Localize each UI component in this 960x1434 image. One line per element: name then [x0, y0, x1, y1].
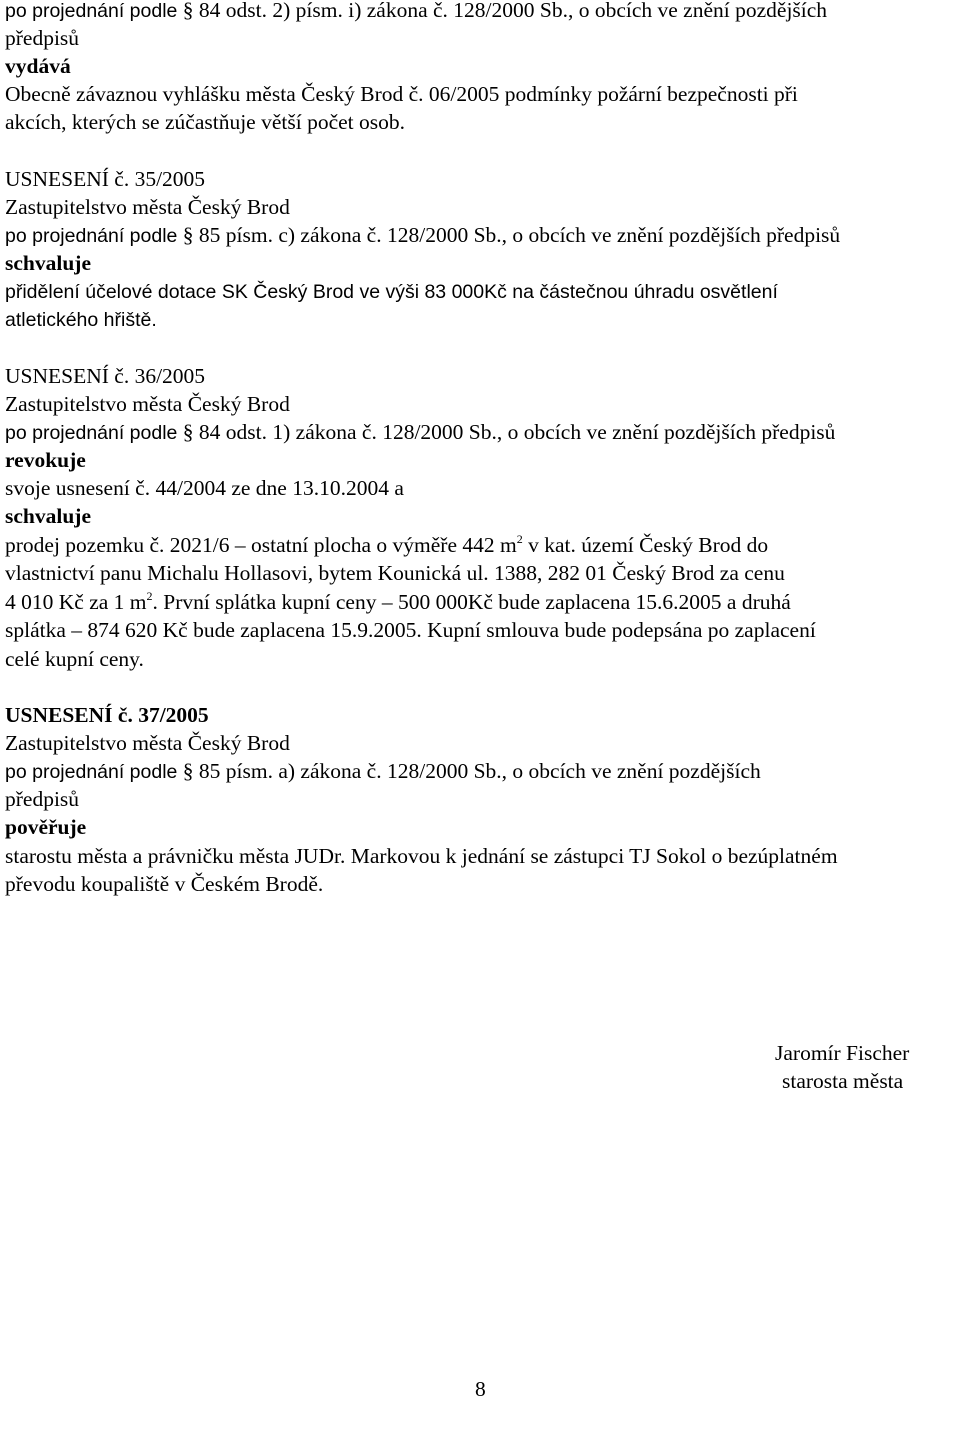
signature-name: Jaromír Fischer — [775, 1041, 910, 1065]
text-segment: po projednání podle — [5, 761, 178, 783]
text-segment: 84 odst. 1) zákona č. 128/2000 Sb., o obcích ve znění pozdějších předpisů — [193, 420, 836, 444]
text-line: Zastupitelstvo města Český Brod — [5, 195, 290, 219]
decision-verb: schvaluje — [5, 504, 91, 528]
text-segment: prodej pozemku č. 2021/6 – ostatní plocha o výměře 442 m — [5, 533, 517, 557]
text-segment: 85 písm. a) zákona č. 128/2000 Sb., o obcích ve znění pozdějších — [193, 759, 761, 783]
text-line: vlastnictví panu Michalu Hollasovi, bytem Kounická ul. 1388, 282 01 Český Brod za cenu — [5, 561, 785, 585]
text-line: starostu města a právničku města JUDr. Markovou k jednání se zástupci TJ Sokol o bezúplatném — [5, 844, 838, 868]
text-line: přidělení účelové dotace SK Český Brod ve výši 83 000Kč na částečnou úhradu osvětlení — [5, 281, 778, 303]
text-line — [5, 531, 768, 559]
decision-verb: vydává — [5, 54, 71, 78]
resolution-heading: USNESENÍ č. 37/2005 — [5, 703, 209, 727]
text-line — [5, 588, 791, 616]
text-line: předpisů — [5, 26, 80, 50]
text-segment: po projednání podle — [5, 422, 178, 444]
text-line — [5, 221, 840, 250]
text-segment: 84 odst. 2) písm. i) zákona č. 128/2000 Sb., o obcích ve znění pozdějších — [193, 0, 828, 22]
text-line: svoje usnesení č. 44/2004 ze dne 13.10.2004 a — [5, 476, 404, 500]
signature-title: starosta města — [782, 1069, 904, 1093]
text-line: Zastupitelstvo města Český Brod — [5, 392, 290, 416]
text-segment: po projednání podle — [5, 0, 178, 22]
text-line — [5, 418, 835, 447]
text-line: převodu koupaliště v Českém Brodě. — [5, 872, 324, 896]
superscript: 2 — [146, 589, 153, 603]
text-line: splátka – 874 620 Kč bude zaplacena 15.9.2005. Kupní smlouva bude podepsána po zaplacení — [5, 618, 816, 642]
resolution-heading: USNESENÍ č. 35/2005 — [5, 167, 206, 191]
section-sign: § — [182, 0, 194, 22]
text-segment: . První splátka kupní ceny – 500 000Kč bude zaplacena 15.6.2005 a druhá — [152, 590, 791, 614]
text-segment: 85 písm. c) zákona č. 128/2000 Sb., o obcích ve znění pozdějších předpisů — [193, 223, 841, 247]
text-line: akcích, kterých se zúčastňuje větší počet osob. — [5, 110, 405, 134]
text-line: Zastupitelstvo města Český Brod — [5, 731, 290, 755]
superscript: 2 — [516, 532, 523, 546]
text-line — [5, 757, 761, 786]
text-line: předpisů — [5, 787, 80, 811]
section-sign: § — [182, 759, 194, 783]
text-line: celé kupní ceny. — [5, 647, 144, 671]
text-line — [5, 0, 827, 25]
decision-verb: revokuje — [5, 448, 86, 472]
text-segment: 4 010 Kč za 1 m — [5, 590, 147, 614]
section-sign: § — [182, 223, 194, 247]
text-line: Obecně závaznou vyhlášku města Český Brod č. 06/2005 podmínky požární bezpečnosti při — [5, 82, 798, 106]
resolution-heading: USNESENÍ č. 36/2005 — [5, 364, 206, 388]
text-segment: v kat. území Český Brod do — [522, 533, 769, 557]
text-line: atletického hřiště. — [5, 309, 157, 331]
page-number: 8 — [475, 1377, 486, 1401]
text-segment: po projednání podle — [5, 225, 178, 247]
decision-verb: pověřuje — [5, 815, 87, 839]
section-sign: § — [182, 420, 194, 444]
decision-verb: schvaluje — [5, 251, 91, 275]
